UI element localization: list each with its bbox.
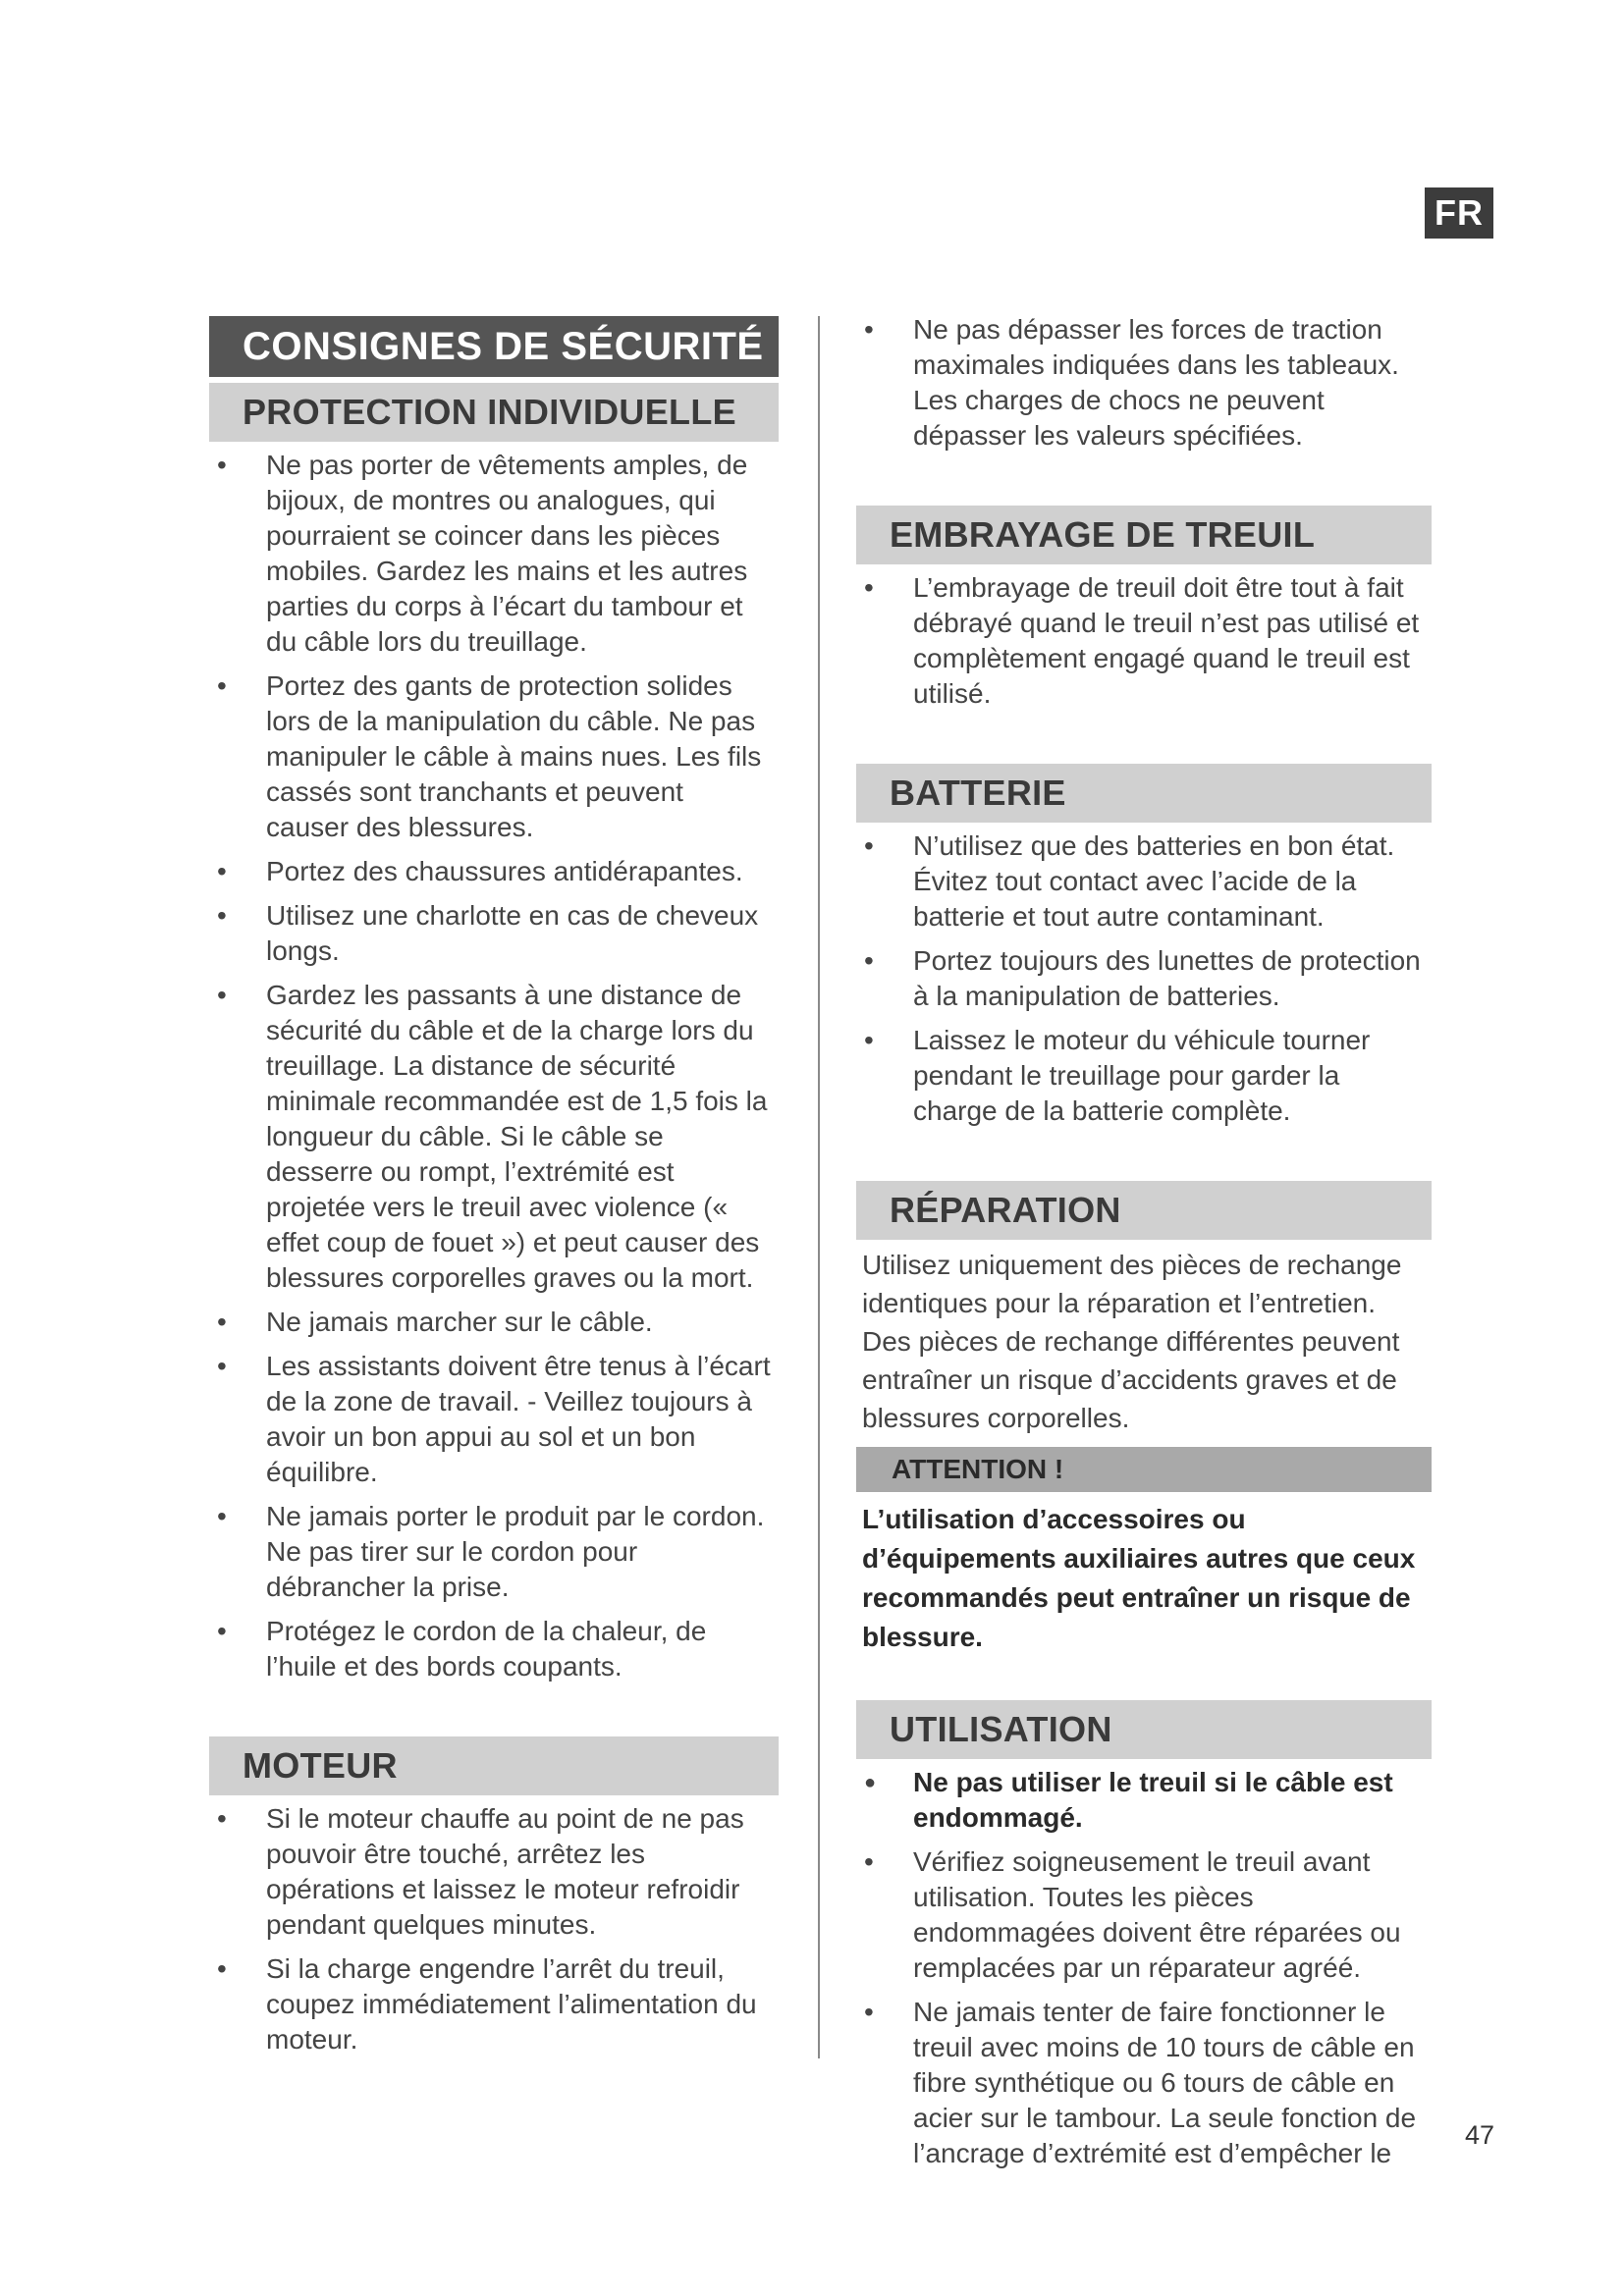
list-item: • Ne jamais porter le produit par le cordon. Ne pas tirer sur le cordon pour débrancher la prise. <box>209 1499 779 1605</box>
section-title-embrayage: EMBRAYAGE DE TREUIL <box>856 506 1432 564</box>
list-item: • Gardez les passants à une distance de sécurité du câble et de la charge lors du treuillage. La distance de sécurité minimale recommandée est de 1,5 fois la longueur du câble. Si le câble se desserre ou rompt, l’extrémité est projetée vers le treuil avec violence (« effet coup de fouet ») et peut causer des blessures corporelles graves ou la mort. <box>209 978 779 1296</box>
list-item: • Portez des gants de protection solides lors de la manipulation du câble. Ne pas manipuler le câble à mains nues. Les fils cassés sont tranchants et peuvent causer des blessures. <box>209 668 779 845</box>
list-item: • N’utilisez que des batteries en bon état. Évitez tout contact avec l’acide de la batterie et tout autre contaminant. <box>856 828 1432 934</box>
list-item: • Si le moteur chauffe au point de ne pas pouvoir être touché, arrêtez les opérations et laissez le moteur refroidir pendant quelques minutes. <box>209 1801 779 1943</box>
section-title-moteur: MOTEUR <box>209 1736 779 1795</box>
list-item: • Utilisez une charlotte en cas de cheveux longs. <box>209 898 779 969</box>
right-column <box>856 312 1432 2180</box>
list-item: • Ne pas dépasser les forces de traction maximales indiquées dans les tableaux. Les charges de chocs ne peuvent dépasser les valeurs spécifiées. <box>856 312 1432 454</box>
section-title-reparation: RÉPARATION <box>856 1181 1432 1240</box>
list-item: • Portez des chaussures antidérapantes. <box>209 854 779 889</box>
list-item: • Laissez le moteur du véhicule tourner pendant le treuillage pour garder la charge de la batterie complète. <box>856 1023 1432 1129</box>
section-title-utilisation: UTILISATION <box>856 1700 1432 1759</box>
column-divider <box>818 316 820 2058</box>
section-title-batterie: BATTERIE <box>856 764 1432 823</box>
list-item: • L’embrayage de treuil doit être tout à fait débrayé quand le treuil n’est pas utilisé et complètement engagé quand le treuil est utilisé. <box>856 570 1432 712</box>
protection-list <box>209 448 779 1684</box>
traction-list <box>856 312 1432 454</box>
attention-label: ATTENTION ! <box>856 1447 1432 1492</box>
list-item: • Ne jamais tenter de faire fonctionner le treuil avec moins de 10 tours de câble en fibre synthétique ou 6 tours de câble en acier sur le tambour. La seule fonction de l’ancrage d’extrémité est d’empêcher le <box>856 1995 1432 2171</box>
list-item: • Les assistants doivent être tenus à l’écart de la zone de travail. - Veillez toujours à avoir un bon appui au sol et un bon équilibre. <box>209 1349 779 1490</box>
list-item: • Ne jamais marcher sur le câble. <box>209 1305 779 1340</box>
reparation-text: Utilisez uniquement des pièces de rechange identiques pour la réparation et l’entretien. Des pièces de rechange différentes peuvent entraîner un risque d’accidents graves et de blessures corporelles. <box>862 1250 1402 1433</box>
page-title: CONSIGNES DE SÉCURITÉ <box>209 316 779 377</box>
language-badge: FR <box>1425 187 1493 239</box>
left-column <box>209 316 779 2066</box>
list-item: • Ne pas porter de vêtements amples, de bijoux, de montres ou analogues, qui pourraient se coincer dans les pièces mobiles. Gardez les mains et les autres parties du corps à l’écart du tambour et du câble lors du treuillage. <box>209 448 779 660</box>
embrayage-list <box>856 570 1432 712</box>
list-item: • Si la charge engendre l’arrêt du treuil, coupez immédiatement l’alimentation du moteur. <box>209 1951 779 2057</box>
section-title-protection: PROTECTION INDIVIDUELLE <box>209 383 779 442</box>
list-item-warning: ● Ne pas utiliser le treuil si le câble est endommagé. <box>856 1765 1432 1836</box>
batterie-list <box>856 828 1432 1129</box>
utilisation-list <box>856 1765 1432 2171</box>
moteur-list <box>209 1801 779 2057</box>
list-item: • Protégez le cordon de la chaleur, de l’huile et des bords coupants. <box>209 1614 779 1684</box>
list-item: • Portez toujours des lunettes de protection à la manipulation de batteries. <box>856 943 1432 1014</box>
attention-text: L’utilisation d’accessoires ou d’équipements auxiliaires autres que ceux recommandés peut entraîner un risque de blessure. <box>862 1504 1416 1652</box>
page-number: 47 <box>1465 2120 1495 2150</box>
list-item: • Vérifiez soigneusement le treuil avant utilisation. Toutes les pièces endommagées doivent être réparées ou remplacées par un réparateur agréé. <box>856 1844 1432 1986</box>
